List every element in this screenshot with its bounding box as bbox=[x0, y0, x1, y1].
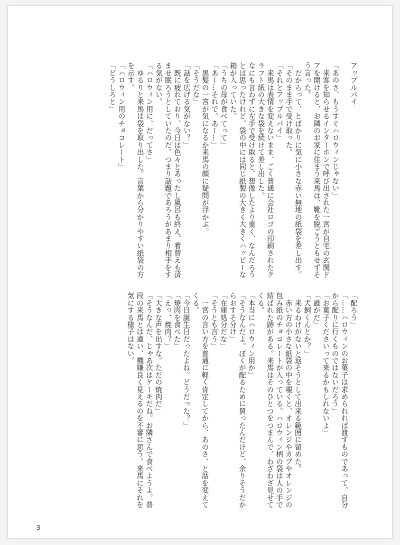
paragraph: 一宮の言い方を普通に軽く肯定してから、あのさ、と話を変えてくる。 bbox=[191, 292, 210, 508]
paragraph: 「ハロウィン用に、だってさ」 bbox=[145, 62, 154, 163]
paragraph: 来るわけがないと返そうとして出来る範囲に留めた。 bbox=[294, 292, 303, 472]
paragraph: 「そのまま手で受け取った。 bbox=[285, 62, 294, 156]
paragraph: 「今日誕生日だったよね。どうだった？」 bbox=[182, 292, 191, 429]
paragraph: 「在庫処分だな」 bbox=[219, 292, 228, 350]
paragraph: 「大きな声を出すな。ただの焼肉だ」 bbox=[154, 292, 163, 415]
paragraph: 「そうだな」 bbox=[192, 62, 201, 106]
paragraph: 赤い方の小さな紙袋の中を覗くと、オレンジやカブやオレンジの包み紙のチョコレートが入っている。ハロウィン柄の袋は人の手で結ばれた跡がある。来馬はそのひとつをつまんで、わざわざ見せてくる。 bbox=[257, 292, 293, 508]
paragraph: 「あー…それで、あー…」 bbox=[210, 62, 219, 149]
paragraph: 「犬飼くんとか？」 bbox=[303, 292, 312, 357]
paragraph: 「配ろう」 bbox=[350, 292, 358, 328]
paragraph: 「話を広げる気がない？」 bbox=[182, 62, 191, 149]
paragraph: だからって、とばかりに気に小さな赤い無地の紙袋を差し出す。 bbox=[294, 62, 303, 278]
paragraph: 「ハロウィン用のチョコレート」 bbox=[117, 62, 126, 170]
paragraph: 「そうとも言う」 bbox=[210, 292, 219, 350]
paragraph: 「どうしろと」 bbox=[108, 62, 117, 113]
paragraph: 「そうなんだ、じゃあ次はケーキだね。お隣さんで食べようよ。普段の来馬とは違い、機嫌良く見えるのを不審に思う。来馬にそれを気にする様子はない。 bbox=[126, 292, 154, 508]
paragraph: 「焼肉を食べた」 bbox=[173, 292, 182, 350]
story-title: アップルパイ bbox=[350, 62, 358, 106]
paragraph: なにも言わずに左手で受け取ると、想像したより重く、なんだろうとは思ったけれど、袋の中には同じ紙製の大きく大きくハッピーな箱が入っていた。 bbox=[229, 62, 257, 278]
paragraph: 「それとアップルパイ」 bbox=[275, 62, 284, 142]
paragraph: ゆるりと来馬は袋を取り出した。言葉から分かりやすい紙袋の方を示す。 bbox=[127, 62, 145, 278]
paragraph: 来馬は表情を変えないまま、ごく普通に会社ロゴの印刷されたクラフト紙の大きな袋を続けて差し出した。 bbox=[257, 62, 275, 278]
paragraph: 黒髪の一宮が気になるか来馬の顔に疑問が浮かぶ。 bbox=[201, 62, 210, 235]
document-page bbox=[8, 6, 392, 538]
paragraph: 「……ハロウィンのお菓子は求められれば渡すものであって、自分から配りに行くものではないだろう」 bbox=[331, 292, 349, 508]
paragraph: 「えっ、焼肉？」 bbox=[164, 292, 173, 350]
paragraph: 「そうなんだよ。ぼくが配るために買ったんだけど、余りそうだからおすそ分け」 bbox=[229, 292, 247, 508]
paragraph: 「誰がだ」 bbox=[312, 292, 321, 328]
paragraph: 「本当にハロウィン用か」 bbox=[247, 292, 256, 379]
page-number: 3 bbox=[36, 524, 41, 532]
paragraph: 既に疲れており、今日は色々とあったし風呂も終え、着替えも済ませ眠ろうとしていたのだ。つまり話題であろうがあまり相手をする気がない。 bbox=[155, 62, 182, 278]
bottom-text-block bbox=[36, 292, 358, 510]
paragraph: 「うちの母が食べてって」 bbox=[220, 62, 229, 149]
paragraph: 「あのさ、もうすぐハロウィンじゃない」 bbox=[331, 62, 340, 199]
paragraph: 「お菓子くださいって来るかもしれないよ」 bbox=[322, 292, 331, 436]
top-text-block bbox=[36, 62, 358, 284]
paragraph: 来客を知らせるインターホンで呼び出された一宮が自宅の玄関ドアを開けると、お隣のお家に住まう来馬は、靴を脱ごうともせずそう言った。 bbox=[303, 62, 331, 278]
